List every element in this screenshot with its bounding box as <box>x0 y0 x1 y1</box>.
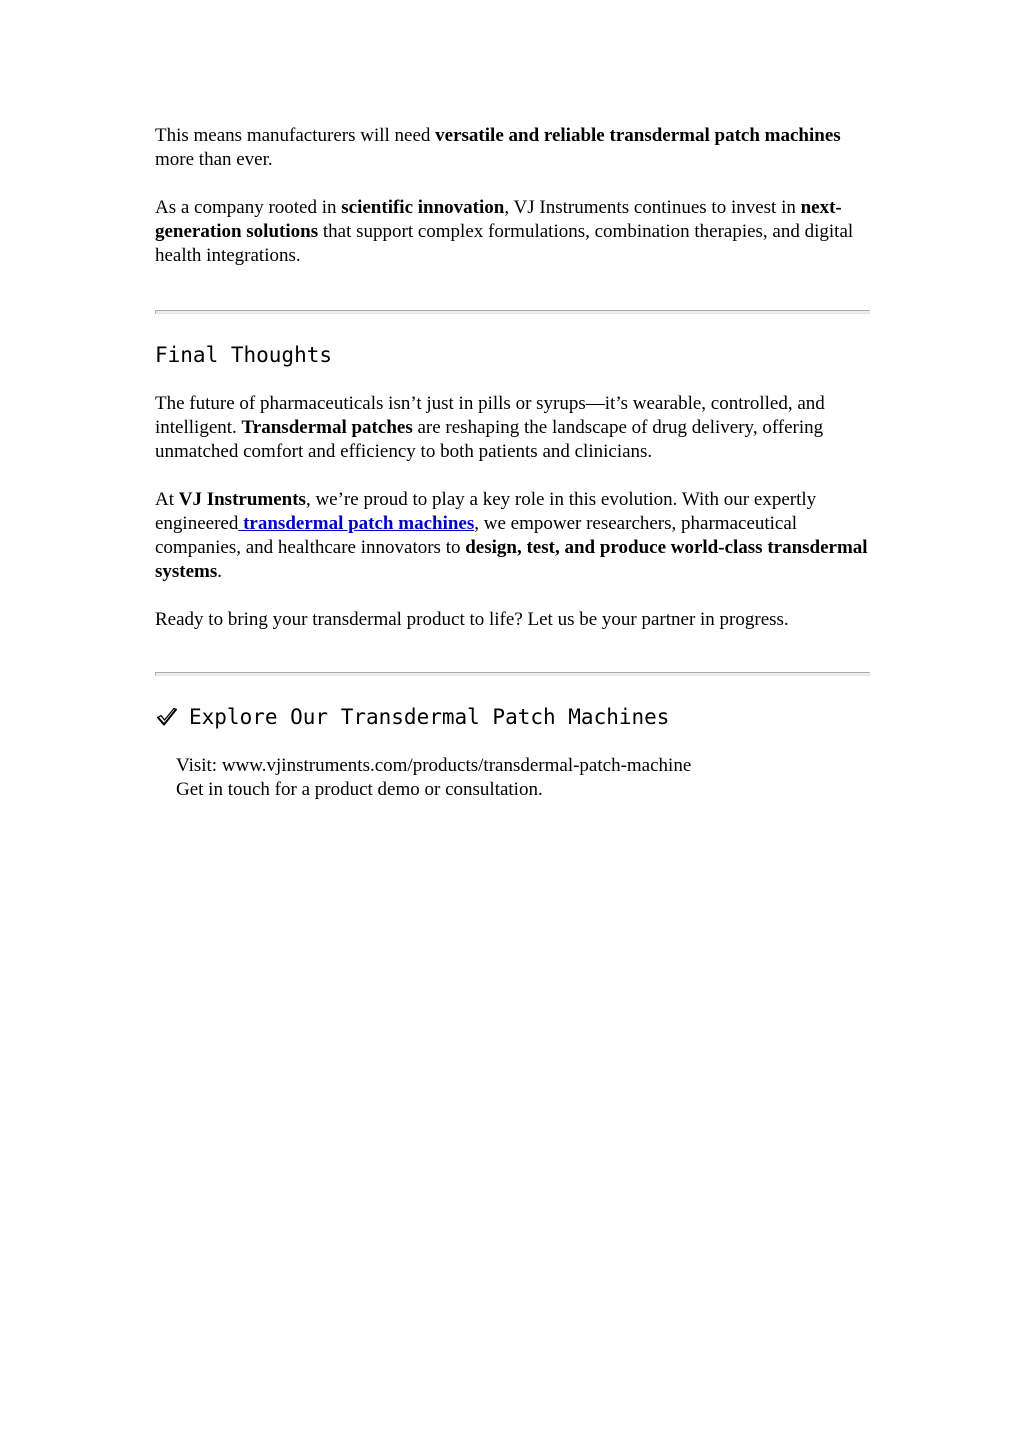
explore-heading-text: Explore Our Transdermal Patch Machines <box>189 705 670 729</box>
bold-text: scientific innovation <box>341 197 505 218</box>
bold-text: next-generation solutions <box>155 197 842 242</box>
section-heading-explore <box>155 704 870 730</box>
check-mark-icon <box>155 706 179 728</box>
horizontal-divider <box>155 310 870 314</box>
paragraph-call-to-action: Ready to bring your transdermal product to life? Let us be your partner in progress. <box>155 609 789 630</box>
paragraph-future-of-pharmaceuticals: The future of pharmaceuticals isn’t just in pills or syrups—it’s wearable, controlled, and intelligent. Transdermal patches are reshaping the landscape of drug delivery, offering unmatched comfort and efficiency to both patients and clinicians. <box>155 393 825 462</box>
document-page <box>155 124 870 802</box>
bold-text: VJ Instruments <box>178 489 306 510</box>
bold-text: versatile and reliable transdermal patch machines <box>435 125 841 146</box>
visit-website-line: Visit: www.vjinstruments.com/products/transdermal-patch-machine <box>176 755 692 776</box>
bold-text: design, test, and produce world-class transdermal systems <box>155 537 868 582</box>
paragraph-manufacturers-need: This means manufacturers will need versatile and reliable transdermal patch machines more than ever. <box>155 125 841 170</box>
bold-text: Transdermal patches <box>241 417 413 438</box>
section-heading-final-thoughts: Final Thoughts <box>155 343 333 367</box>
paragraph-vj-instruments-role: At VJ Instruments, we’re proud to play a key role in this evolution. With our expertly engineered transdermal patch machines, we empower researchers, pharmaceutical companies, and healthcare innovators to design, test, and produce world-class transdermal systems. <box>155 489 868 582</box>
transdermal-patch-machines-link[interactable]: transdermal patch machines <box>238 513 475 534</box>
paragraph-scientific-innovation: As a company rooted in scientific innovation, VJ Instruments continues to invest in next-generation solutions that support complex formulations, combination therapies, and digital health integrations. <box>155 197 854 266</box>
horizontal-divider <box>155 672 870 676</box>
contact-line: Get in touch for a product demo or consultation. <box>176 779 543 800</box>
